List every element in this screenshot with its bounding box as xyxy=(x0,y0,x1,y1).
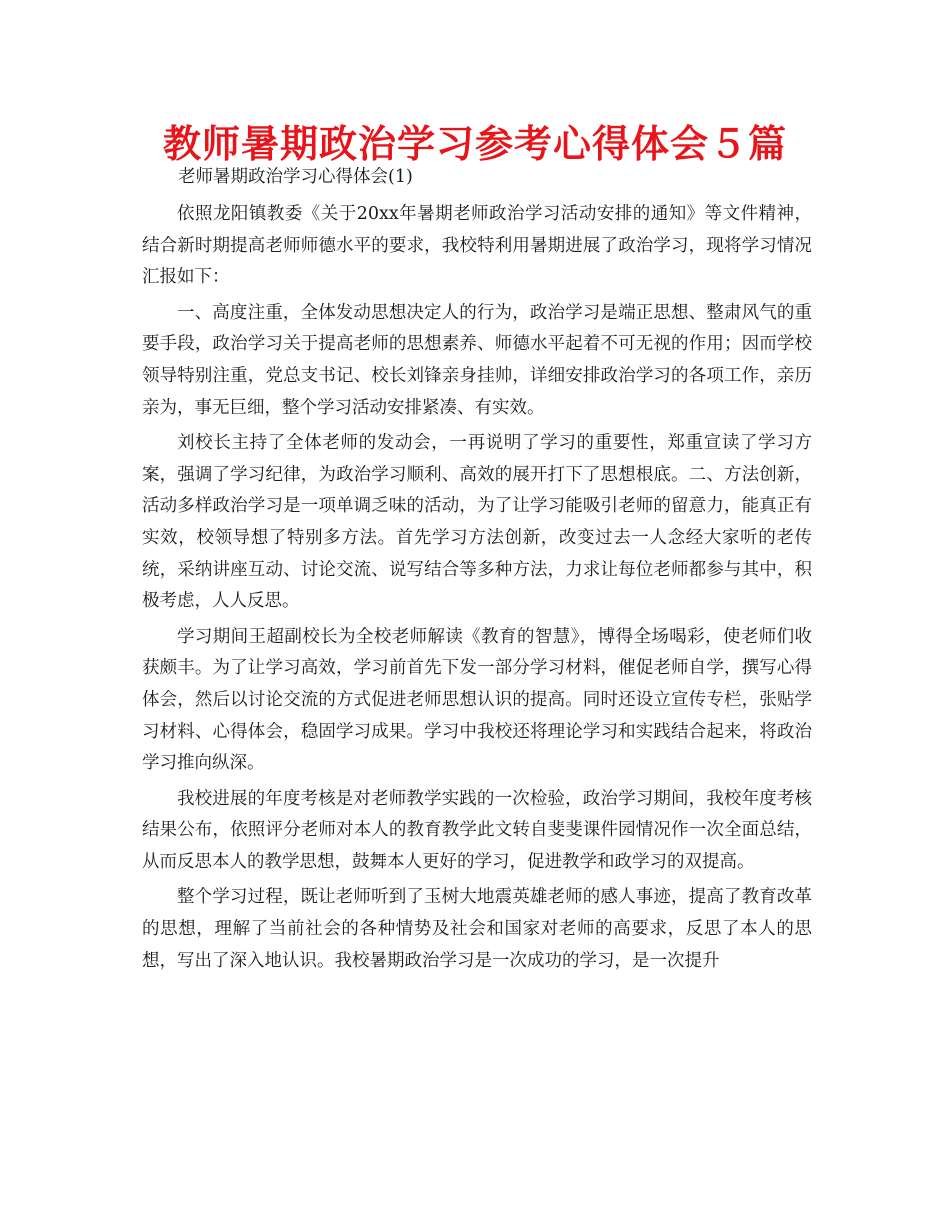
document-body xyxy=(142,162,812,977)
paragraph-3: 刘校长主持了全体老师的发动会，一再说明了学习的重要性，郑重宣读了学习方案，强调了学习纪律，为政治学习顺利、高效的展开打下了思想根底。二、方法创新，活动多样政治学习是一项单调乏味的活动，为了让学习能吸引老师的留意力，能真正有实效，校领导想了特别多方法。首先学习方法创新，改变过去一人念经大家听的老传统，采纳讲座互动、讨论交流、说写结合等多种方法，力求让每位老师都参与其中，积极考虑，人人反思。 xyxy=(142,433,812,612)
paragraph-2: 一、高度注重，全体发动思想决定人的行为，政治学习是端正思想、整肃风气的重要手段，政治学习关于提高老师的思想素养、师德水平起着不可无视的作用；因而学校领导特别注重，党总支书记、校长刘锋亲身挂帅，详细安排政治学习的各项工作，亲历亲为，事无巨细，整个学习活动安排紧凑、有实效。 xyxy=(142,302,812,418)
paragraph-6: 整个学习过程，既让老师听到了玉树大地震英雄老师的感人事迹，提高了教育改革的思想，理解了当前社会的各种情势及社会和国家对老师的高要求，反思了本人的思想，写出了深入地认识。我校暑期政治学习是一次成功的学习，是一次提升 xyxy=(142,887,812,971)
paragraph-4: 学习期间王超副校长为全校老师解读《教育的智慧》，博得全场喝彩，使老师们收获颇丰。为了让学习高效，学习前首先下发一部分学习材料，催促老师自学，撰写心得体会，然后以讨论交流的方式促进老师思想认识的提高。同时还设立宣传专栏，张贴学习材料、心得体会，稳固学习成果。学习中我校还将理论学习和实践结合起来，将政治学习推向纵深。 xyxy=(142,626,812,774)
document-title: 教师暑期政治学习参考心得体会５篇 xyxy=(162,122,787,166)
paragraph-1: 依照龙阳镇教委《关于20xx年暑期老师政治学习活动安排的通知》等文件精神，结合新时期提高老师师德水平的要求，我校特利用暑期进展了政治学习，现将学习情况汇报如下： xyxy=(142,204,812,288)
paragraph-5: 我校进展的年度考核是对老师教学实践的一次检验，政治学习期间，我校年度考核结果公布，依照评分老师对本人的教育教学此文转自斐斐课件园情况作一次全面总结，从而反思本人的教学思想，鼓舞本人更好的学习，促进教学和政学习的双提高。 xyxy=(142,788,812,872)
section-subtitle: 老师暑期政治学习心得体会(1) xyxy=(178,167,413,187)
